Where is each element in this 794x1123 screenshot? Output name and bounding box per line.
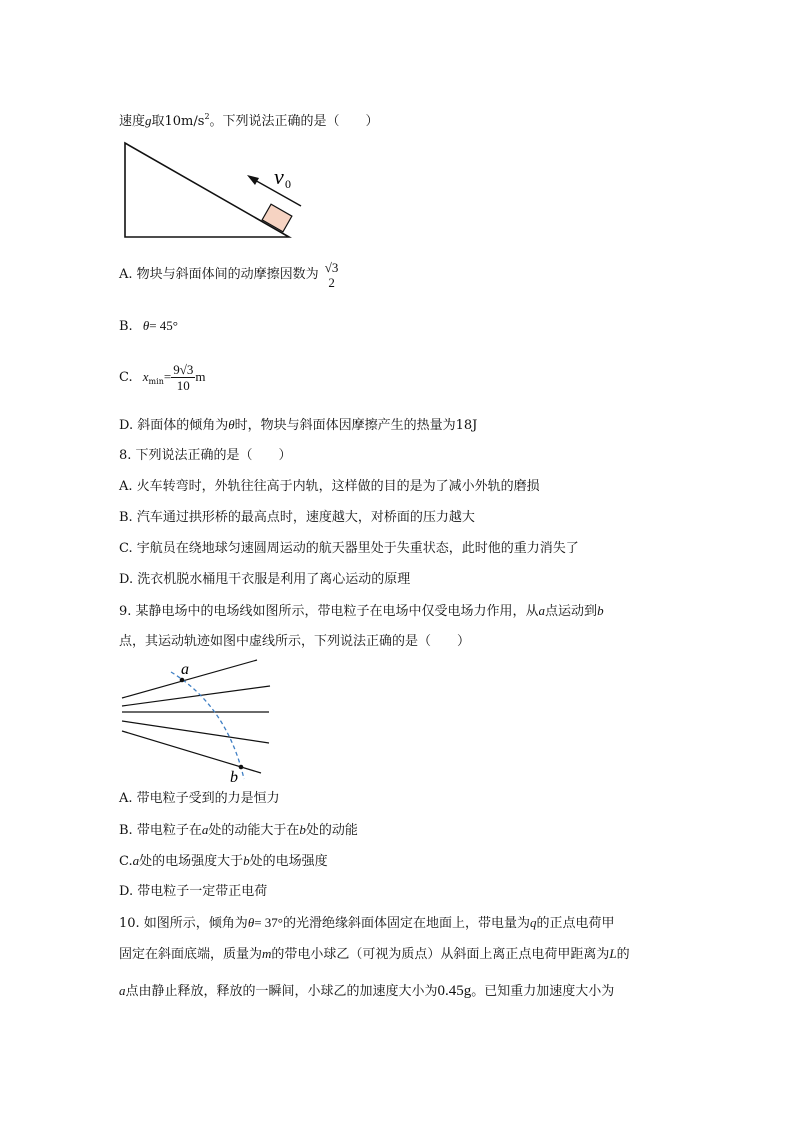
q9-option-c-suffix: 处的电场强度 <box>249 854 328 869</box>
point-a-label: a <box>181 661 189 678</box>
q9-option-c-b: b <box>243 853 250 868</box>
q7-option-d <box>119 416 477 435</box>
field-line-1 <box>122 660 257 698</box>
q8-option-c: C. 宇航员在绕地球匀速圆周运动的航天器里处于失重状态，此时他的重力消失了 <box>119 541 579 556</box>
velocity-label-v: v <box>274 164 284 189</box>
q7-option-c-num-radical: √3 <box>179 362 194 377</box>
q9-stem-prefix: 9. 某静电场中的电场线如图所示，带电粒子在电场中仅受电场力作用，从 <box>119 604 539 619</box>
q10-line2-mid: 的带电小球乙（可视为质点）从斜面上离正点电荷甲距离为 <box>271 947 610 962</box>
field-line-2 <box>122 686 270 706</box>
q7-incline-figure <box>119 138 309 242</box>
q10-line3-suffix: 。已知重力加速度大小为 <box>471 984 615 999</box>
q10-line2-prefix: 固定在斜面底端，质量为 <box>119 947 263 962</box>
velocity-arrow-head <box>247 175 259 185</box>
q7-intro-suffix: 。下列说法正确的是（ ） <box>209 114 379 129</box>
q7-option-c-fraction <box>171 362 195 393</box>
q8-option-a: A. 火车转弯时，外轨往往高于内轨，这样做的目的是为了减小外轨的磨损 <box>119 479 540 494</box>
q7-option-a <box>119 254 340 296</box>
q10-line3-value: 0.45g <box>437 983 472 999</box>
q7-option-a-fraction <box>323 260 341 290</box>
q9-option-c-prefix: C. <box>119 854 133 869</box>
q10-line2-L: L <box>609 946 617 961</box>
q9-field-figure <box>119 656 279 786</box>
q7-intro-exponent: 2 <box>204 112 210 121</box>
q10-line2 <box>119 945 630 964</box>
q7-option-b-theta: θ <box>142 318 150 333</box>
incline-triangle <box>125 143 289 237</box>
sliding-block <box>262 204 292 232</box>
q7-option-a-denominator: 2 <box>328 274 335 290</box>
q9-option-c <box>119 852 328 871</box>
q7-option-b-label: B. <box>119 319 133 334</box>
q9-option-b <box>119 821 358 840</box>
q9-stem-b: b <box>597 603 604 618</box>
q7-option-c-equals: = <box>163 369 172 384</box>
particle-trajectory <box>171 672 244 779</box>
q10-line1-mid: 的光滑绝缘斜面体固定在地面上，带电量为 <box>282 916 530 931</box>
q7-symbol-g: g <box>145 113 152 128</box>
q9-option-b-b: b <box>299 822 306 837</box>
q10-line1-prefix: 10. 如图所示，倾角为 <box>119 916 248 931</box>
q7-option-c-x: x <box>142 369 149 384</box>
q10-line1-suffix: 的正点电荷甲 <box>536 916 615 931</box>
q9-stem-line1 <box>119 602 604 621</box>
q9-option-d: D. 带电粒子一定带正电荷 <box>119 884 268 899</box>
point-b-marker <box>239 765 244 770</box>
q9-stem-a: a <box>538 603 546 618</box>
q7-option-d-suffix: 时，物块与斜面体因摩擦产生的热量为18J <box>234 418 478 433</box>
q8-option-d: D. 洗衣机脱水桶甩干衣服是利用了离心运动的原理 <box>119 572 411 587</box>
point-a-marker <box>180 678 185 683</box>
q10-line2-suffix: 的 <box>616 947 630 962</box>
q10-line2-m: m <box>262 946 272 961</box>
q7-option-c-unit: m <box>195 369 206 384</box>
field-line-4 <box>122 721 269 743</box>
velocity-label-sub: 0 <box>285 177 291 191</box>
q7-intro-prefix: 速度 <box>119 114 146 129</box>
q10-line3-mid: 点由静止释放，释放的一瞬间，小球乙的加速度大小为 <box>125 984 438 999</box>
q10-line1-eq: = 37° <box>254 915 283 930</box>
q7-option-d-theta: θ <box>228 417 235 432</box>
q7-option-c-denominator: 10 <box>176 378 190 393</box>
q7-option-c-num-coef: 9 <box>173 362 180 377</box>
q9-option-c-a: a <box>132 853 140 868</box>
q10-line1 <box>119 914 615 933</box>
q8-stem: 8. 下列说法正确的是（ ） <box>119 448 292 463</box>
q7-option-a-text: A. 物块与斜面体间的动摩擦因数为 <box>119 267 319 282</box>
q9-option-b-suffix: 处的动能 <box>305 823 358 838</box>
q9-stem-mid: 点运动到 <box>545 604 598 619</box>
q7-option-b-equation: = 45° <box>149 318 178 333</box>
q10-line1-q: q <box>530 915 537 930</box>
q9-option-b-a: a <box>201 822 209 837</box>
q7-option-c-sub: min <box>148 377 164 386</box>
q7-option-d-prefix: D. 斜面体的倾角为 <box>119 418 229 433</box>
q7-intro-mid: 取10m/s <box>151 114 205 129</box>
q10-line1-theta: θ <box>247 915 255 930</box>
point-b-label: b <box>230 769 238 786</box>
q7-option-c-label: C. <box>119 370 133 385</box>
q7-option-a-numerator: √3 <box>324 259 339 275</box>
q10-line3-a: a <box>119 983 126 998</box>
q8-option-b: B. 汽车通过拱形桥的最高点时，速度越大，对桥面的压力越大 <box>119 510 475 525</box>
q10-line3 <box>119 982 614 1001</box>
q9-option-b-prefix: B. 带电粒子在 <box>119 823 202 838</box>
q9-option-b-mid: 处的动能大于在 <box>208 823 300 838</box>
q7-intro-line <box>119 108 379 131</box>
q7-option-b <box>119 317 178 336</box>
q9-stem-line2: 点，其运动轨迹如图中虚线所示，下列说法正确的是（ ） <box>119 634 471 649</box>
q7-option-c <box>119 357 205 402</box>
q9-option-a: A. 带电粒子受到的力是恒力 <box>119 791 280 806</box>
q9-option-c-mid: 处的电场强度大于 <box>139 854 244 869</box>
